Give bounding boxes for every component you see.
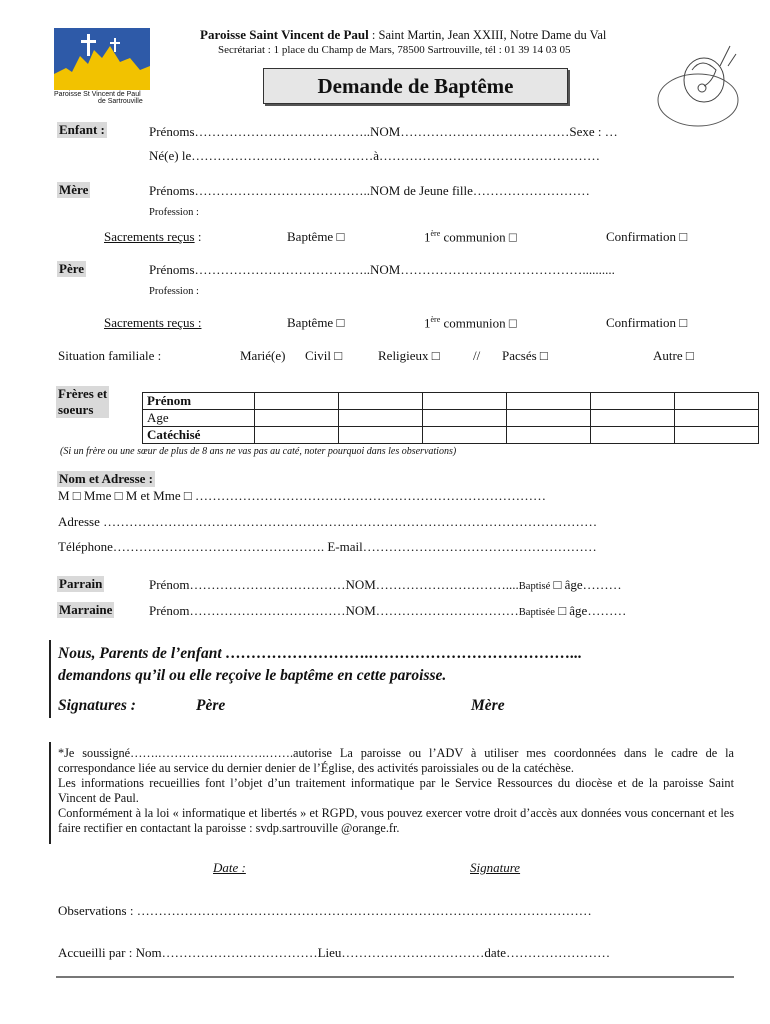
bottom-divider	[56, 976, 734, 978]
marraine-label: Marraine	[59, 602, 113, 617]
observations-field[interactable]: Observations : ……………………………………………………………………………………………	[58, 903, 592, 918]
accueilli-field[interactable]: Accueilli par : Nom………………………………Lieu……………………………date……………………	[58, 945, 611, 960]
table-row	[143, 393, 759, 410]
table-cell[interactable]	[255, 427, 339, 444]
table-cell[interactable]	[507, 393, 591, 410]
table-cell[interactable]	[591, 427, 675, 444]
pere-prenoms-nom-field[interactable]: Prénoms…………………………………..NOM……………………………………..........	[149, 262, 615, 277]
situation-religieux-checkbox[interactable]: Religieux □	[378, 348, 440, 363]
mere-bapteme-checkbox[interactable]: Baptême □	[287, 229, 345, 244]
table-row-header: Catéchisé	[143, 427, 255, 444]
consent-paragraph-2: Les informations recueillies font l’objet d’un traitement informatique par le Service Ressources du diocèse et de la paroisse Saint Vincent de Paul.	[58, 776, 734, 805]
table-row	[143, 410, 759, 427]
mere-confirmation-checkbox[interactable]: Confirmation □	[606, 229, 688, 244]
table-cell[interactable]	[339, 427, 423, 444]
table-cell[interactable]	[507, 410, 591, 427]
mere-label: Mère	[59, 182, 89, 197]
parish-name: Paroisse Saint Vincent de Paul	[200, 27, 369, 42]
freres-soeurs-note: (Si un frère ou une sœur de plus de 8 ans ne vas pas au caté, noter pourquoi dans les observations)	[60, 446, 457, 457]
mere-sacrements-label: Sacrements reçus :	[104, 229, 202, 244]
declaration-line-2: demandons qu’il ou elle reçoive le baptême en cette paroisse.	[58, 667, 447, 684]
table-cell[interactable]	[423, 410, 507, 427]
table-cell[interactable]	[675, 410, 759, 427]
pere-bapteme-checkbox[interactable]: Baptême □	[287, 315, 345, 330]
signature-pere-label: Père	[196, 697, 226, 714]
mere-communion-checkbox[interactable]: 1ère communion □	[424, 229, 517, 245]
logo-caption-2: de Sartrouville	[98, 98, 143, 105]
secretariat-line: Secrétariat : 1 place du Champ de Mars, 78500 Sartrouville, tél : 01 39 14 03 05	[218, 44, 571, 56]
signature-mere-label: Mère	[471, 697, 505, 714]
parish-header	[200, 27, 606, 43]
adresse-field[interactable]: Adresse ……………………………………………………………………………………………………	[58, 514, 598, 529]
freres-soeurs-label: Frères et soeurs	[58, 386, 108, 417]
mere-profession-field[interactable]: Profession :	[149, 207, 199, 218]
freres-soeurs-table	[142, 392, 759, 444]
parish-places: : Saint Martin, Jean XXIII, Notre Dame du Val	[368, 28, 607, 42]
enfant-naissance-field[interactable]: Né(e) le……………………………………à……………………………………………	[149, 148, 600, 163]
situation-separator: //	[473, 348, 481, 363]
signatures-label: Signatures :	[58, 697, 136, 714]
enfant-prenoms-nom-sexe-field[interactable]: Prénoms…………………………………..NOM…………………………………Sexe : …	[149, 124, 618, 139]
declaration-line-1[interactable]: Nous, Parents de l’enfant ……………………….…………………………………...	[58, 645, 582, 662]
table-cell[interactable]	[339, 393, 423, 410]
date-label: Date :	[213, 860, 246, 875]
table-row-header: Age	[143, 410, 255, 427]
table-cell[interactable]	[675, 393, 759, 410]
table-cell[interactable]	[423, 393, 507, 410]
consent-paragraph-1: *Je soussigné…….……………..……….…….autorise La paroisse ou l’ADV à utiliser mes coordonnées dans le cadre de la correspondance liée au service du dernier denier de l’Église, des activités paroissiales ou de la catéchèse.	[58, 746, 734, 775]
form-title-box	[263, 68, 568, 104]
table-cell[interactable]	[339, 410, 423, 427]
declaration-bar	[49, 640, 51, 718]
marraine-field[interactable]: Prénom………………………………NOM……………………………Baptisée □ âge………	[149, 603, 627, 618]
enfant-label: Enfant :	[59, 122, 105, 137]
civilite-field[interactable]: M □ Mme □ M et Mme □ ………………………………………………………………………	[58, 488, 546, 503]
form-title: Demande de Baptême	[317, 74, 514, 98]
stamp-sketch-icon	[652, 40, 744, 136]
signature-label: Signature	[470, 860, 521, 875]
parrain-label: Parrain	[59, 576, 103, 591]
table-cell[interactable]	[255, 393, 339, 410]
table-row-header: Prénom	[143, 393, 255, 410]
parrain-field[interactable]: Prénom………………………………NOM…………………………....Baptisé □ âge………	[149, 577, 622, 592]
table-cell[interactable]	[255, 410, 339, 427]
consent-bar	[49, 742, 51, 844]
table-cell[interactable]	[591, 410, 675, 427]
table-cell[interactable]	[423, 427, 507, 444]
table-cell[interactable]	[591, 393, 675, 410]
consent-paragraph-3: Conformément à la loi « informatique et libertés » et RGPD, vous pouvez exercer votre droit d’accès aux données vous concernant et les faire rectifier en contactant la paroisse : svdp.sartrouville @orange.fr.	[58, 806, 734, 835]
situation-pacses-checkbox[interactable]: Pacsés □	[502, 348, 548, 363]
logo-caption: Paroisse St Vincent de Paul	[54, 91, 141, 98]
pere-profession-field[interactable]: Profession :	[149, 286, 199, 297]
pere-sacrements-label: Sacrements reçus :	[104, 315, 202, 330]
mere-prenoms-nom-field[interactable]: Prénoms…………………………………..NOM de Jeune fille………………………	[149, 183, 590, 198]
situation-autre-checkbox[interactable]: Autre □	[653, 348, 694, 363]
table-row	[143, 427, 759, 444]
adresse-title: Nom et Adresse :	[59, 471, 153, 486]
situation-label: Situation familiale :	[58, 348, 162, 363]
pere-confirmation-checkbox[interactable]: Confirmation □	[606, 315, 688, 330]
consent-text	[58, 746, 734, 836]
table-cell[interactable]	[675, 427, 759, 444]
telephone-email-field[interactable]: Téléphone…………………………………………. E-mail………………………………………………	[58, 539, 597, 554]
table-cell[interactable]	[507, 427, 591, 444]
pere-communion-checkbox[interactable]: 1ère communion □	[424, 315, 517, 331]
situation-civil-checkbox[interactable]: Civil □	[305, 348, 343, 363]
situation-marie-label: Marié(e)	[240, 348, 286, 363]
pere-label: Père	[59, 261, 85, 276]
